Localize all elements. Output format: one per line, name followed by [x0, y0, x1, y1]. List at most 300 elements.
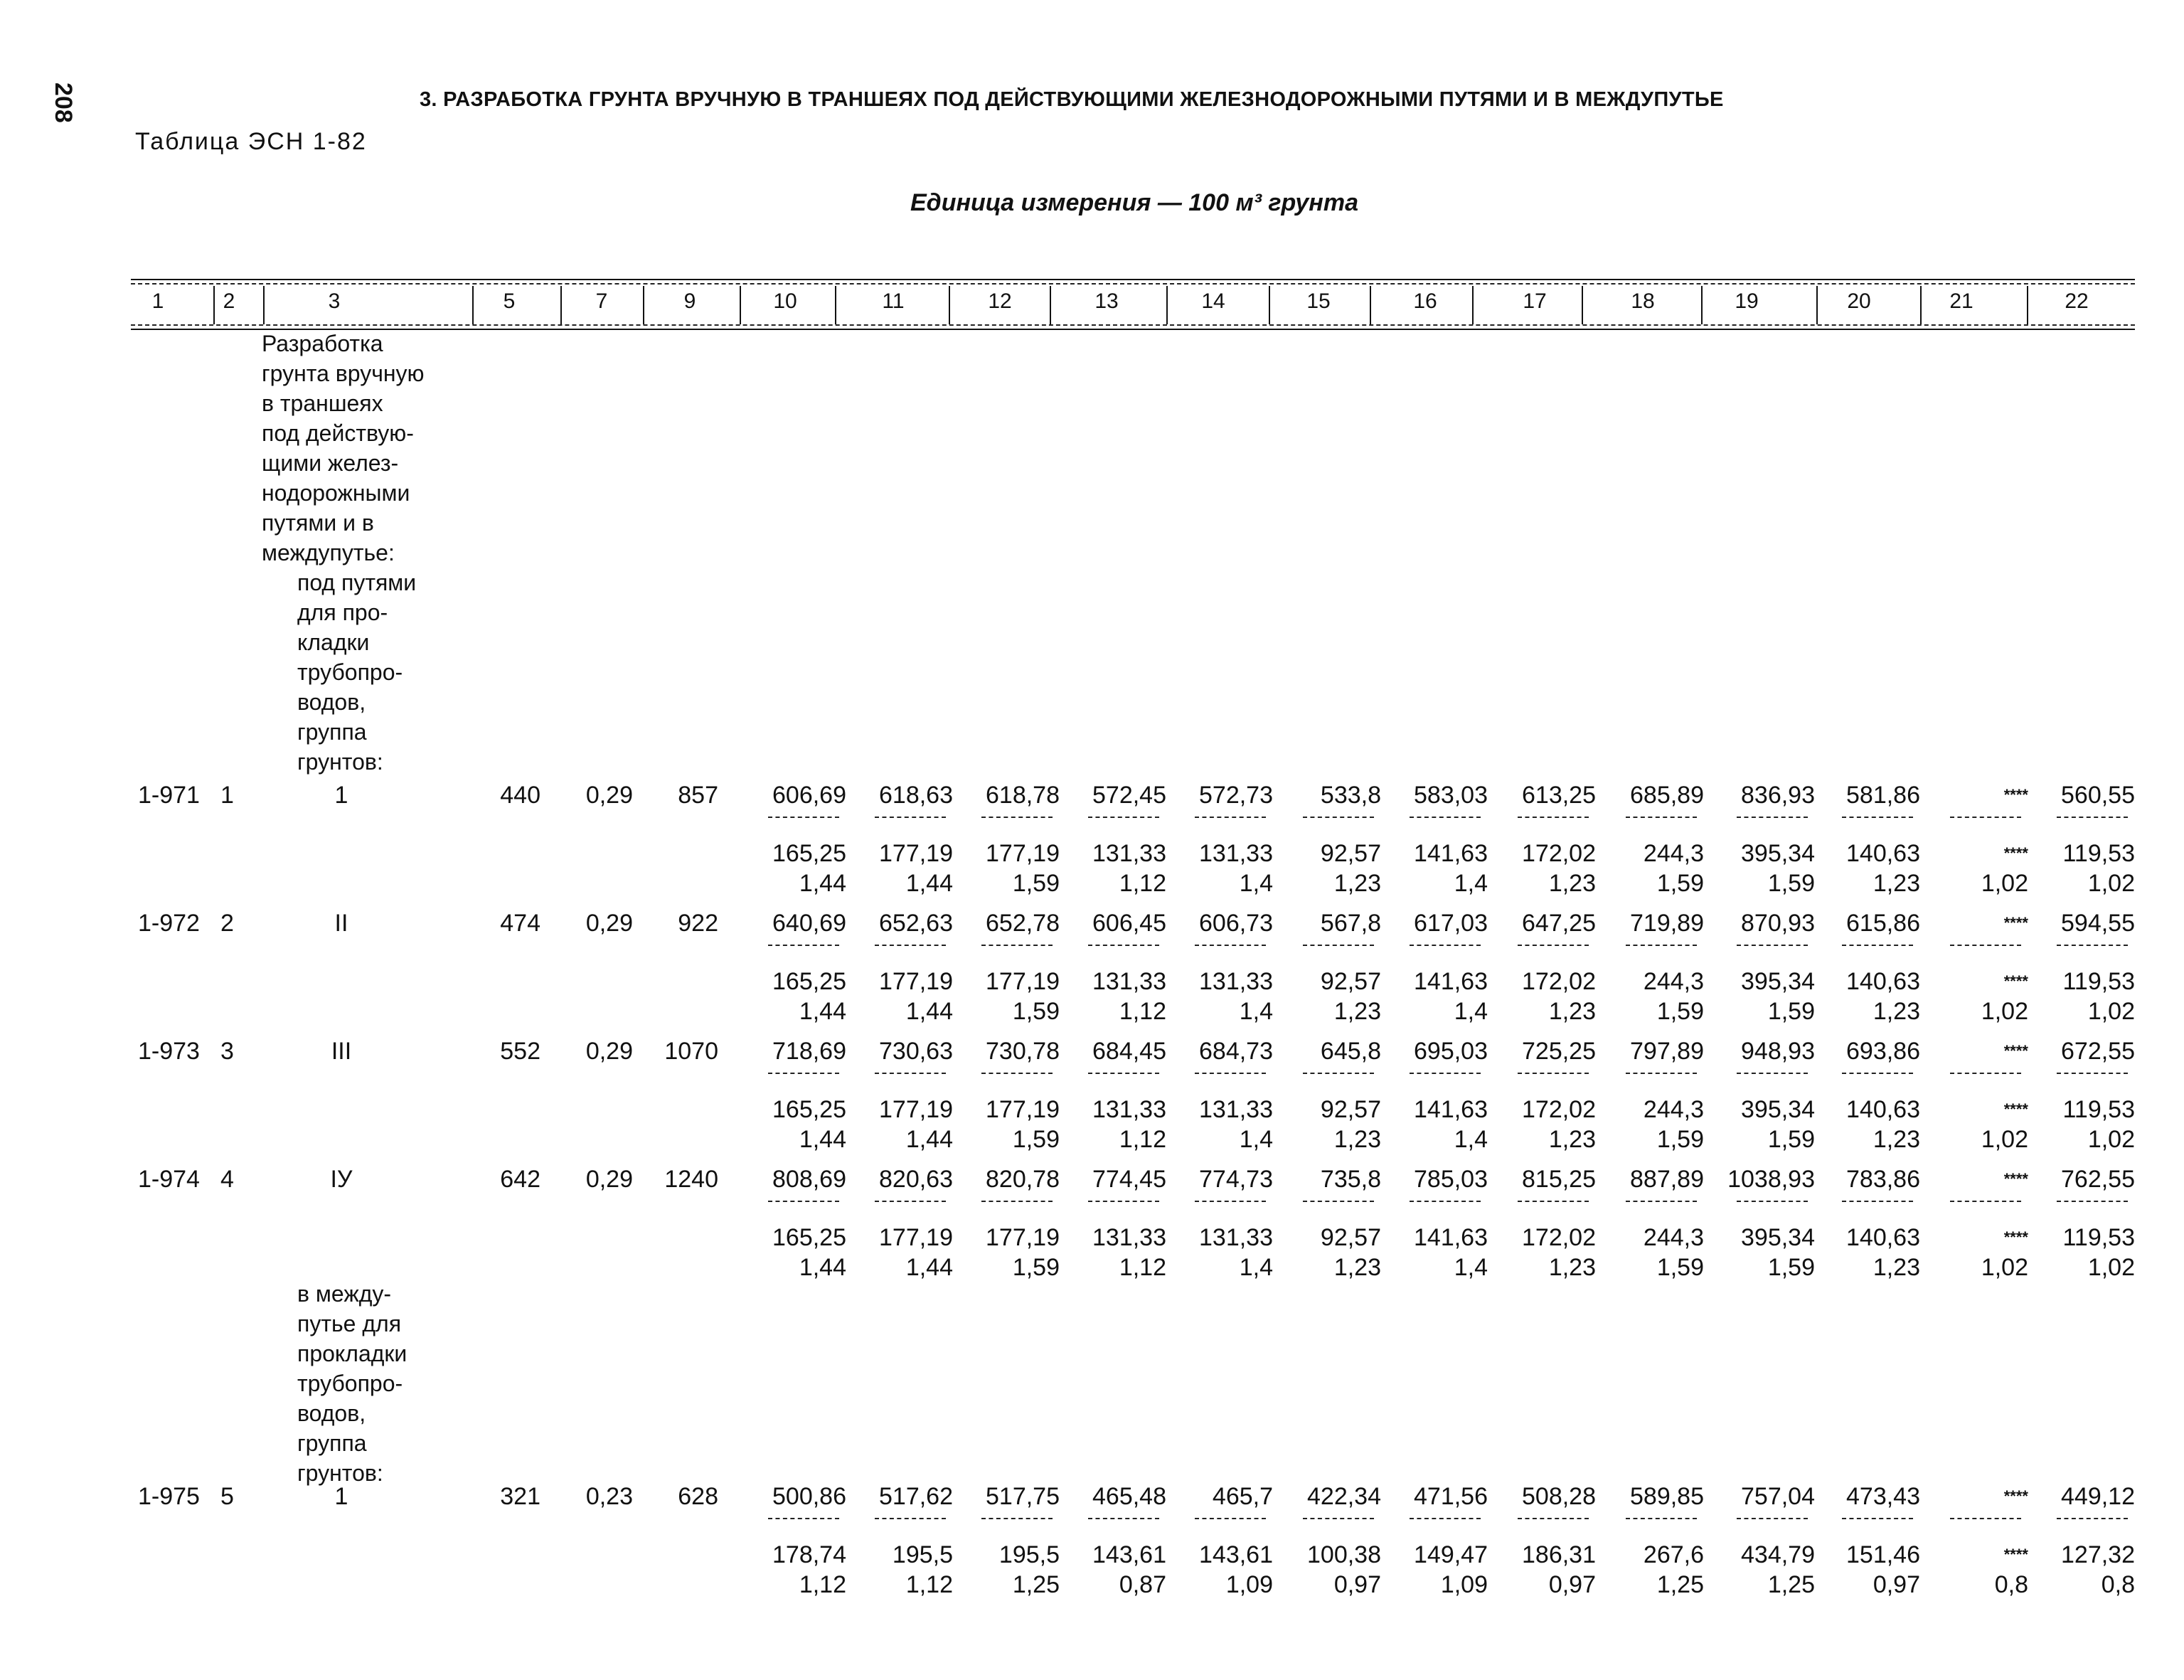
- cost-value: ****: [2003, 1170, 2028, 1188]
- machine-value: 1,59: [1012, 870, 1060, 897]
- description-line: Разработка: [262, 331, 383, 356]
- fraction-rule: [1303, 817, 1374, 818]
- fraction-rule: [1737, 1518, 1808, 1519]
- fraction-rule: [1088, 1201, 1159, 1202]
- column-number: 7: [595, 289, 608, 313]
- wage-value: 92,57: [1320, 1096, 1381, 1123]
- soil-group: 1: [334, 1483, 348, 1510]
- wage-value: ****: [2003, 844, 2028, 862]
- column-number: 18: [1631, 289, 1655, 313]
- machine-value: 1,25: [1012, 1571, 1060, 1598]
- soil-group: 1: [334, 782, 348, 809]
- fraction-rule: [768, 1201, 839, 1202]
- cost-value: 449,12: [2061, 1483, 2135, 1510]
- fraction-rule: [1088, 1073, 1159, 1074]
- machine-value: 1,59: [1656, 998, 1704, 1025]
- column-number: 17: [1523, 289, 1547, 313]
- fraction-rule: [1303, 1518, 1374, 1519]
- wage-value: ****: [2003, 1546, 2028, 1563]
- fraction-rule: [1088, 817, 1159, 818]
- fraction-rule: [981, 1201, 1053, 1202]
- fraction-rule: [1410, 1518, 1481, 1519]
- wage-value: 149,47: [1414, 1541, 1488, 1568]
- fraction-rule: [1195, 817, 1266, 818]
- fraction-rule: [1303, 945, 1374, 946]
- fraction-rule: [2057, 1073, 2128, 1074]
- wage-value: 177,19: [879, 840, 953, 867]
- fraction-rule: [1195, 1073, 1266, 1074]
- cost-value: 730,78: [986, 1038, 1060, 1065]
- machine-value: 1,44: [905, 1126, 953, 1153]
- wage-value: 140,63: [1846, 1224, 1920, 1251]
- fraction-rule: [1842, 1201, 1913, 1202]
- wage-value: 119,53: [2062, 840, 2135, 867]
- machine-value: 1,23: [1873, 1254, 1920, 1281]
- wage-value: 131,33: [1199, 840, 1273, 867]
- column-separator: [472, 286, 474, 324]
- machine-value: 1,25: [1767, 1571, 1815, 1598]
- fraction-rule: [875, 1518, 946, 1519]
- cost-value: 615,86: [1846, 910, 1920, 937]
- col-9-value: 1070: [664, 1038, 718, 1065]
- wage-value: 140,63: [1846, 1096, 1920, 1123]
- wage-value: 131,33: [1199, 1224, 1273, 1251]
- column-number: 11: [882, 289, 905, 313]
- machine-value: 1,02: [2087, 870, 2135, 897]
- cost-value: 606,73: [1199, 910, 1273, 937]
- fraction-rule: [1950, 945, 2021, 946]
- soil-group: II: [334, 910, 348, 937]
- wage-value: 395,34: [1741, 968, 1815, 995]
- machine-value: 0,97: [1873, 1571, 1920, 1598]
- column-number: 10: [773, 289, 797, 313]
- wage-value: 172,02: [1522, 968, 1596, 995]
- machine-value: 1,23: [1873, 870, 1920, 897]
- description-line: путями и в: [262, 510, 374, 536]
- wage-value: 244,3: [1643, 1224, 1704, 1251]
- machine-value: 1,4: [1454, 998, 1488, 1025]
- cost-value: 695,03: [1414, 1038, 1488, 1065]
- row-number: 4: [220, 1166, 234, 1193]
- description-line: кладки: [297, 629, 370, 655]
- wage-value: 165,25: [772, 1096, 846, 1123]
- soil-group: IУ: [330, 1166, 353, 1193]
- cost-value: 815,25: [1522, 1166, 1596, 1193]
- machine-value: 1,59: [1767, 1126, 1815, 1153]
- wage-value: 178,74: [772, 1541, 846, 1568]
- machine-value: 1,59: [1012, 1254, 1060, 1281]
- description-line: прокладки: [297, 1341, 407, 1366]
- machine-value: 1,02: [2087, 1126, 2135, 1153]
- column-separator: [1472, 286, 1474, 324]
- machine-value: 1,23: [1333, 998, 1381, 1025]
- description-line: группа: [297, 719, 367, 745]
- cost-value: 500,86: [772, 1483, 846, 1510]
- machine-value: 1,4: [1454, 870, 1488, 897]
- section-title: 3. РАЗРАБОТКА ГРУНТА ВРУЧНУЮ В ТРАНШЕЯХ ПОД ДЕЙСТВУЮЩИМИ ЖЕЛЕЗНОДОРОЖНЫМИ ПУТЯМИ И В МЕЖДУПУТЬЕ: [420, 88, 1724, 111]
- machine-value: 1,44: [905, 1254, 953, 1281]
- cost-value: ****: [2003, 786, 2028, 804]
- wage-value: 195,5: [998, 1541, 1060, 1568]
- cost-value: 774,45: [1092, 1166, 1166, 1193]
- cost-value: 613,25: [1522, 782, 1596, 809]
- machine-value: 0,8: [2101, 1571, 2135, 1598]
- wage-value: 177,19: [879, 1096, 953, 1123]
- description-line: для про-: [297, 600, 388, 625]
- cost-value: 820,63: [879, 1166, 953, 1193]
- cost-value: 735,8: [1320, 1166, 1381, 1193]
- fraction-rule: [1088, 1518, 1159, 1519]
- fraction-rule: [1303, 1073, 1374, 1074]
- description-line: грунтов:: [297, 1460, 383, 1486]
- wage-value: 131,33: [1092, 840, 1166, 867]
- fraction-rule: [1950, 817, 2021, 818]
- cost-value: 606,69: [772, 782, 846, 809]
- machine-value: 1,59: [1656, 870, 1704, 897]
- column-separator: [2027, 286, 2028, 324]
- machine-value: 1,02: [1981, 870, 2028, 897]
- fraction-rule: [1195, 1518, 1266, 1519]
- wage-value: ****: [2003, 1100, 2028, 1118]
- wage-value: 143,61: [1092, 1541, 1166, 1568]
- wage-value: 127,32: [2061, 1541, 2135, 1568]
- cost-value: 594,55: [2061, 910, 2135, 937]
- cost-value: 508,28: [1522, 1483, 1596, 1510]
- fraction-rule: [1410, 1201, 1481, 1202]
- column-number: 1: [151, 289, 164, 313]
- row-number: 5: [220, 1483, 234, 1510]
- wage-value: 186,31: [1522, 1541, 1596, 1568]
- cost-value: 567,8: [1320, 910, 1381, 937]
- column-separator: [1582, 286, 1583, 324]
- fraction-rule: [2057, 945, 2128, 946]
- wage-value: 165,25: [772, 840, 846, 867]
- fraction-rule: [981, 1073, 1053, 1074]
- wage-value: 141,63: [1414, 840, 1488, 867]
- fraction-rule: [1410, 945, 1481, 946]
- cost-value: 783,86: [1846, 1166, 1920, 1193]
- column-separator: [643, 286, 644, 324]
- cost-value: ****: [2003, 914, 2028, 932]
- wage-value: 177,19: [879, 1224, 953, 1251]
- wage-value: 131,33: [1092, 968, 1166, 995]
- col-9-value: 628: [678, 1483, 718, 1510]
- machine-value: 1,12: [1119, 1254, 1166, 1281]
- fraction-rule: [1518, 1073, 1589, 1074]
- machine-value: 1,59: [1012, 1126, 1060, 1153]
- wage-value: 151,46: [1846, 1541, 1920, 1568]
- column-separator: [740, 286, 741, 324]
- fraction-rule: [1518, 817, 1589, 818]
- fraction-rule: [1518, 1518, 1589, 1519]
- fraction-rule: [1626, 945, 1697, 946]
- wage-value: 131,33: [1092, 1224, 1166, 1251]
- fraction-rule: [1410, 1073, 1481, 1074]
- fraction-rule: [1626, 817, 1697, 818]
- col-5-value: 552: [500, 1038, 540, 1065]
- row-code: 1-971: [138, 782, 200, 809]
- machine-value: 1,4: [1239, 1254, 1273, 1281]
- column-number: 21: [1949, 289, 1973, 313]
- column-number: 2: [223, 289, 235, 313]
- cost-value: 589,85: [1630, 1483, 1704, 1510]
- fraction-rule: [768, 1073, 839, 1074]
- wage-value: 119,53: [2062, 1224, 2135, 1251]
- description-line: путье для: [297, 1311, 402, 1336]
- column-number: 19: [1735, 289, 1759, 313]
- machine-value: 1,23: [1548, 1126, 1596, 1153]
- col-7-value: 0,23: [585, 1483, 633, 1510]
- column-number: 20: [1847, 289, 1871, 313]
- machine-value: 1,12: [1119, 998, 1166, 1025]
- machine-value: 1,23: [1548, 870, 1596, 897]
- machine-value: 1,23: [1333, 1254, 1381, 1281]
- wage-value: ****: [2003, 972, 2028, 990]
- machine-value: 1,23: [1333, 870, 1381, 897]
- description-line: под путями: [297, 570, 417, 595]
- wage-value: 177,19: [986, 840, 1060, 867]
- fraction-rule: [1303, 1201, 1374, 1202]
- col-5-value: 440: [500, 782, 540, 809]
- cost-value: 718,69: [772, 1038, 846, 1065]
- fraction-rule: [1626, 1518, 1697, 1519]
- cost-value: 652,63: [879, 910, 953, 937]
- column-number: 15: [1306, 289, 1331, 313]
- cost-value: 617,03: [1414, 910, 1488, 937]
- cost-value: 560,55: [2061, 782, 2135, 809]
- machine-value: 1,25: [1656, 1571, 1704, 1598]
- col-9-value: 922: [678, 910, 718, 937]
- cost-value: 762,55: [2061, 1166, 2135, 1193]
- cost-value: 725,25: [1522, 1038, 1596, 1065]
- cost-value: 870,93: [1741, 910, 1815, 937]
- cost-value: 820,78: [986, 1166, 1060, 1193]
- row-code: 1-974: [138, 1166, 200, 1193]
- machine-value: 1,4: [1454, 1254, 1488, 1281]
- wage-value: 177,19: [879, 968, 953, 995]
- cost-value: ****: [2003, 1487, 2028, 1505]
- column-number: 5: [503, 289, 516, 313]
- fraction-rule: [1626, 1201, 1697, 1202]
- fraction-rule: [1088, 945, 1159, 946]
- machine-value: 1,09: [1440, 1571, 1488, 1598]
- machine-value: 1,02: [1981, 1254, 2028, 1281]
- unit-of-measure: Единица измерения — 100 м³ грунта: [910, 189, 1358, 216]
- header-top-rule-dashed: [131, 283, 2135, 285]
- machine-value: 1,02: [2087, 998, 2135, 1025]
- fraction-rule: [1195, 1201, 1266, 1202]
- machine-value: 1,12: [1119, 870, 1166, 897]
- machine-value: 1,23: [1333, 1126, 1381, 1153]
- wage-value: 131,33: [1199, 1096, 1273, 1123]
- cost-value: 774,73: [1199, 1166, 1273, 1193]
- cost-value: 471,56: [1414, 1483, 1488, 1510]
- machine-value: 1,12: [905, 1571, 953, 1598]
- row-code: 1-975: [138, 1483, 200, 1510]
- machine-value: 1,09: [1225, 1571, 1273, 1598]
- cost-value: 684,45: [1092, 1038, 1166, 1065]
- header-bottom-rule-dashed: [131, 324, 2135, 326]
- fraction-rule: [1842, 1073, 1913, 1074]
- machine-value: 0,97: [1548, 1571, 1596, 1598]
- wage-value: 244,3: [1643, 968, 1704, 995]
- wage-value: ****: [2003, 1228, 2028, 1246]
- column-number: 14: [1201, 289, 1225, 313]
- header-bottom-rule: [131, 329, 2135, 330]
- col-7-value: 0,29: [585, 782, 633, 809]
- column-number: 22: [2065, 289, 2089, 313]
- machine-value: 1,59: [1767, 870, 1815, 897]
- cost-value: 473,43: [1846, 1483, 1920, 1510]
- fraction-rule: [1737, 1201, 1808, 1202]
- machine-value: 0,8: [1994, 1571, 2028, 1598]
- column-separator: [1816, 286, 1818, 324]
- cost-value: 640,69: [772, 910, 846, 937]
- cost-value: 730,63: [879, 1038, 953, 1065]
- machine-value: 1,4: [1239, 998, 1273, 1025]
- column-number: 12: [988, 289, 1012, 313]
- machine-value: 1,44: [799, 998, 846, 1025]
- description-line: водов,: [297, 689, 366, 715]
- fraction-rule: [981, 817, 1053, 818]
- description-line: в между-: [297, 1281, 392, 1307]
- cost-value: 618,63: [879, 782, 953, 809]
- wage-value: 395,34: [1741, 1096, 1815, 1123]
- description-line: грунта вручную: [262, 361, 425, 386]
- cost-value: 572,73: [1199, 782, 1273, 809]
- column-separator: [213, 286, 215, 324]
- machine-value: 1,59: [1656, 1254, 1704, 1281]
- fraction-rule: [2057, 1201, 2128, 1202]
- machine-value: 1,23: [1548, 1254, 1596, 1281]
- description-line: междупутье:: [262, 540, 395, 565]
- wage-value: 177,19: [986, 968, 1060, 995]
- cost-value: 465,48: [1092, 1483, 1166, 1510]
- col-7-value: 0,29: [585, 910, 633, 937]
- fraction-rule: [1950, 1201, 2021, 1202]
- table-label: Таблица ЭСН 1-82: [135, 128, 367, 155]
- fraction-rule: [875, 945, 946, 946]
- machine-value: 1,12: [1119, 1126, 1166, 1153]
- col-7-value: 0,29: [585, 1038, 633, 1065]
- col-9-value: 857: [678, 782, 718, 809]
- cost-value: 517,75: [986, 1483, 1060, 1510]
- wage-value: 267,6: [1643, 1541, 1704, 1568]
- wage-value: 172,02: [1522, 840, 1596, 867]
- wage-value: 177,19: [986, 1096, 1060, 1123]
- wage-value: 172,02: [1522, 1096, 1596, 1123]
- description-line: грунтов:: [297, 749, 383, 775]
- cost-value: 836,93: [1741, 782, 1815, 809]
- wage-value: 140,63: [1846, 840, 1920, 867]
- cost-value: 581,86: [1846, 782, 1920, 809]
- machine-value: 1,44: [799, 1126, 846, 1153]
- fraction-rule: [875, 817, 946, 818]
- fraction-rule: [1737, 817, 1808, 818]
- cost-value: 517,62: [879, 1483, 953, 1510]
- wage-value: 395,34: [1741, 1224, 1815, 1251]
- wage-value: 140,63: [1846, 968, 1920, 995]
- cost-value: 693,86: [1846, 1038, 1920, 1065]
- fraction-rule: [1626, 1073, 1697, 1074]
- fraction-rule: [1842, 1518, 1913, 1519]
- wage-value: 244,3: [1643, 1096, 1704, 1123]
- fraction-rule: [768, 817, 839, 818]
- machine-value: 1,44: [799, 870, 846, 897]
- wage-value: 119,53: [2062, 968, 2135, 995]
- row-number: 2: [220, 910, 234, 937]
- machine-value: 1,12: [799, 1571, 846, 1598]
- machine-value: 1,4: [1239, 870, 1273, 897]
- fraction-rule: [1410, 817, 1481, 818]
- cost-value: ****: [2003, 1042, 2028, 1060]
- column-number: 13: [1094, 289, 1119, 313]
- cost-value: 647,25: [1522, 910, 1596, 937]
- cost-value: 719,89: [1630, 910, 1704, 937]
- description-line: в траншеях: [262, 390, 383, 416]
- col-5-value: 642: [500, 1166, 540, 1193]
- wage-value: 92,57: [1320, 1224, 1381, 1251]
- fraction-rule: [875, 1073, 946, 1074]
- fraction-rule: [1842, 817, 1913, 818]
- description-line: трубопро-: [297, 659, 403, 685]
- wage-value: 100,38: [1307, 1541, 1381, 1568]
- fraction-rule: [768, 945, 839, 946]
- row-code: 1-973: [138, 1038, 200, 1065]
- row-code: 1-972: [138, 910, 200, 937]
- machine-value: 1,4: [1239, 1126, 1273, 1153]
- wage-value: 92,57: [1320, 968, 1381, 995]
- cost-value: 583,03: [1414, 782, 1488, 809]
- cost-value: 685,89: [1630, 782, 1704, 809]
- col-5-value: 474: [500, 910, 540, 937]
- fraction-rule: [875, 1201, 946, 1202]
- machine-value: 1,59: [1656, 1126, 1704, 1153]
- column-separator: [560, 286, 562, 324]
- wage-value: 395,34: [1741, 840, 1815, 867]
- wage-value: 244,3: [1643, 840, 1704, 867]
- soil-group: III: [331, 1038, 352, 1065]
- fraction-rule: [1737, 1073, 1808, 1074]
- machine-value: 0,87: [1119, 1571, 1166, 1598]
- cost-value: 572,45: [1092, 782, 1166, 809]
- description-line: нодорожными: [262, 480, 410, 506]
- wage-value: 141,63: [1414, 1224, 1488, 1251]
- cost-value: 808,69: [772, 1166, 846, 1193]
- wage-value: 165,25: [772, 1224, 846, 1251]
- machine-value: 1,44: [905, 998, 953, 1025]
- fraction-rule: [1950, 1073, 2021, 1074]
- cost-value: 422,34: [1307, 1483, 1381, 1510]
- fraction-rule: [1518, 945, 1589, 946]
- column-separator: [835, 286, 836, 324]
- cost-value: 533,8: [1320, 782, 1381, 809]
- wage-value: 141,63: [1414, 968, 1488, 995]
- machine-value: 1,02: [1981, 998, 2028, 1025]
- wage-value: 143,61: [1199, 1541, 1273, 1568]
- fraction-rule: [1950, 1518, 2021, 1519]
- row-number: 1: [220, 782, 234, 809]
- fraction-rule: [981, 945, 1053, 946]
- column-separator: [1050, 286, 1051, 324]
- header-top-rule: [131, 279, 2135, 280]
- fraction-rule: [981, 1518, 1053, 1519]
- machine-value: 1,59: [1012, 998, 1060, 1025]
- column-number: 3: [328, 289, 341, 313]
- cost-value: 785,03: [1414, 1166, 1488, 1193]
- machine-value: 1,4: [1454, 1126, 1488, 1153]
- wage-value: 92,57: [1320, 840, 1381, 867]
